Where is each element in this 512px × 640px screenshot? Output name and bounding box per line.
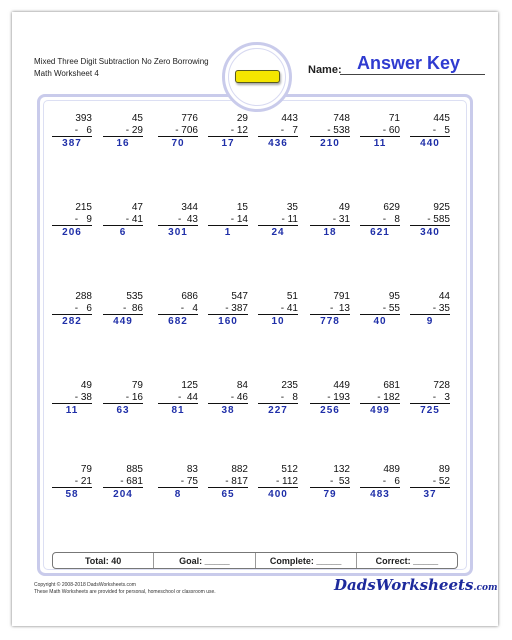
problem-subtrahend: - 8 — [258, 392, 298, 405]
problem-minuend: 445 — [433, 113, 450, 124]
problem-39 — [360, 464, 400, 501]
problem-answer: 8 — [174, 489, 182, 500]
problem-subtrahend: - 31 — [310, 214, 350, 227]
problem-subtrahend: - 16 — [103, 392, 143, 405]
problem-answer: 37 — [423, 489, 437, 500]
complete-cell: Complete: _____ — [256, 553, 357, 568]
problem-answer: 387 — [62, 138, 82, 149]
goal-cell: Goal: _____ — [154, 553, 255, 568]
problem-subtrahend: - 41 — [103, 214, 143, 227]
problem-35 — [158, 464, 198, 501]
problem-answer: 6 — [119, 227, 127, 238]
problem-24 — [410, 291, 450, 328]
problem-30 — [310, 380, 350, 417]
problem-answer: 38 — [221, 405, 235, 416]
problem-11 — [158, 202, 198, 239]
total-cell: Total: 40 — [53, 553, 154, 568]
problem-answer: 65 — [221, 489, 235, 500]
problem-answer: 70 — [171, 138, 185, 149]
problem-8 — [410, 113, 450, 150]
problem-20 — [208, 291, 248, 328]
problem-answer: 210 — [320, 138, 340, 149]
logo-badge — [222, 42, 292, 112]
problem-minuend: 84 — [236, 380, 248, 391]
problem-3 — [158, 113, 198, 150]
problem-subtrahend: - 21 — [52, 476, 92, 489]
problem-subtrahend: - 706 — [158, 125, 198, 138]
problem-answer: 11 — [65, 405, 79, 416]
problem-minuend: 535 — [126, 291, 143, 302]
problem-minuend: 288 — [75, 291, 92, 302]
problem-answer: 58 — [65, 489, 79, 500]
problem-subtrahend: - 585 — [410, 214, 450, 227]
problem-subtrahend: - 7 — [258, 125, 298, 138]
problem-minuend: 791 — [333, 291, 350, 302]
problem-answer: 256 — [320, 405, 340, 416]
problem-minuend: 629 — [383, 202, 400, 213]
problem-subtrahend: - 52 — [410, 476, 450, 489]
problem-subtrahend: - 817 — [208, 476, 248, 489]
problem-minuend: 83 — [186, 464, 198, 475]
problem-36 — [208, 464, 248, 501]
problems-frame — [37, 94, 473, 576]
copyright-notice — [34, 582, 216, 596]
problem-19 — [158, 291, 198, 328]
problem-answer: 725 — [420, 405, 440, 416]
problem-minuend: 45 — [131, 113, 143, 124]
problem-answer: 483 — [370, 489, 390, 500]
problem-40 — [410, 464, 450, 501]
problem-minuend: 51 — [286, 291, 298, 302]
problem-9 — [52, 202, 92, 239]
problem-minuend: 344 — [181, 202, 198, 213]
problem-minuend: 215 — [75, 202, 92, 213]
problem-29 — [258, 380, 298, 417]
problem-answer: 400 — [268, 489, 288, 500]
problem-answer: 282 — [62, 316, 82, 327]
problem-minuend: 882 — [231, 464, 248, 475]
problem-minuend: 79 — [80, 464, 92, 475]
problem-38 — [310, 464, 350, 501]
problem-answer: 63 — [116, 405, 130, 416]
problem-answer: 160 — [218, 316, 238, 327]
problem-subtrahend: - 6 — [360, 476, 400, 489]
title-line-1: Mixed Three Digit Subtraction No Zero Borrowing — [34, 57, 209, 66]
problem-subtrahend: - 193 — [310, 392, 350, 405]
problem-subtrahend: - 14 — [208, 214, 248, 227]
problem-subtrahend: - 11 — [258, 214, 298, 227]
problem-minuend: 71 — [388, 113, 400, 124]
problem-22 — [310, 291, 350, 328]
problem-minuend: 49 — [338, 202, 350, 213]
problem-minuend: 15 — [236, 202, 248, 213]
problem-33 — [52, 464, 92, 501]
correct-cell: Correct: _____ — [375, 555, 439, 566]
brand-name: DadsWorksheets — [334, 576, 474, 594]
problem-minuend: 512 — [281, 464, 298, 475]
problem-answer: 17 — [221, 138, 235, 149]
problem-15 — [360, 202, 400, 239]
problem-answer: 436 — [268, 138, 288, 149]
problem-12 — [208, 202, 248, 239]
problem-answer: 40 — [373, 316, 387, 327]
problem-minuend: 95 — [388, 291, 400, 302]
problem-subtrahend: - 4 — [158, 303, 198, 316]
problem-answer: 778 — [320, 316, 340, 327]
problem-minuend: 125 — [181, 380, 198, 391]
problem-answer: 1 — [224, 227, 232, 238]
problem-21 — [258, 291, 298, 328]
problem-minuend: 489 — [383, 464, 400, 475]
problem-subtrahend: - 5 — [410, 125, 450, 138]
problem-subtrahend: - 53 — [310, 476, 350, 489]
problem-answer: 301 — [168, 227, 188, 238]
problem-answer: 81 — [171, 405, 185, 416]
problem-14 — [310, 202, 350, 239]
problem-answer: 499 — [370, 405, 390, 416]
problem-minuend: 686 — [181, 291, 198, 302]
problem-16 — [410, 202, 450, 239]
problem-minuend: 79 — [131, 380, 143, 391]
problem-2 — [103, 113, 143, 150]
problem-subtrahend: - 112 — [258, 476, 298, 489]
problem-answer: 79 — [323, 489, 337, 500]
problem-minuend: 393 — [75, 113, 92, 124]
problem-6 — [310, 113, 350, 150]
answer-key-label: Answer Key — [357, 53, 461, 73]
copyright-line-2: These Math Worksheets are provided for personal, homeschool or classroom use. — [34, 589, 216, 595]
problem-subtrahend: - 75 — [158, 476, 198, 489]
brand-logo — [334, 576, 498, 594]
problem-minuend: 681 — [383, 380, 400, 391]
problem-subtrahend: - 55 — [360, 303, 400, 316]
problem-25 — [52, 380, 92, 417]
problem-subtrahend: - 46 — [208, 392, 248, 405]
problem-minuend: 35 — [286, 202, 298, 213]
problem-answer: 24 — [271, 227, 285, 238]
problem-subtrahend: - 38 — [52, 392, 92, 405]
problem-subtrahend: - 43 — [158, 214, 198, 227]
problem-32 — [410, 380, 450, 417]
problem-subtrahend: - 8 — [360, 214, 400, 227]
problem-23 — [360, 291, 400, 328]
problem-minuend: 235 — [281, 380, 298, 391]
problem-answer: 682 — [168, 316, 188, 327]
problem-7 — [360, 113, 400, 150]
problem-answer: 206 — [62, 227, 82, 238]
problem-27 — [158, 380, 198, 417]
problem-34 — [103, 464, 143, 501]
name-label: Name: — [308, 64, 342, 76]
problem-subtrahend: - 60 — [360, 125, 400, 138]
problem-subtrahend: - 41 — [258, 303, 298, 316]
problem-answer: 16 — [116, 138, 130, 149]
problem-minuend: 449 — [333, 380, 350, 391]
problem-minuend: 89 — [438, 464, 450, 475]
problem-answer: 449 — [113, 316, 133, 327]
copyright-line-1: Copyright © 2008-2018 DadsWorksheets.com — [34, 582, 136, 588]
problem-minuend: 925 — [433, 202, 450, 213]
problem-subtrahend: - 12 — [208, 125, 248, 138]
problem-subtrahend: - 538 — [310, 125, 350, 138]
worksheet-title — [34, 56, 209, 80]
problem-minuend: 47 — [131, 202, 143, 213]
problem-answer: 204 — [113, 489, 133, 500]
problem-5 — [258, 113, 298, 150]
title-line-2: Math Worksheet 4 — [34, 69, 99, 78]
problem-minuend: 885 — [126, 464, 143, 475]
problem-subtrahend: - 13 — [310, 303, 350, 316]
problem-answer: 11 — [373, 138, 387, 149]
problem-37 — [258, 464, 298, 501]
problem-26 — [103, 380, 143, 417]
problem-minuend: 748 — [333, 113, 350, 124]
problem-minuend: 132 — [333, 464, 350, 475]
problem-subtrahend: - 29 — [103, 125, 143, 138]
yellow-bar-icon — [235, 70, 280, 83]
problem-subtrahend: - 9 — [52, 214, 92, 227]
problem-answer: 10 — [271, 316, 285, 327]
problem-13 — [258, 202, 298, 239]
problem-17 — [52, 291, 92, 328]
problem-answer: 9 — [426, 316, 434, 327]
problem-subtrahend: - 86 — [103, 303, 143, 316]
problem-subtrahend: - 44 — [158, 392, 198, 405]
brand-tld: .com — [473, 583, 498, 593]
problem-subtrahend: - 6 — [52, 303, 92, 316]
problem-minuend: 776 — [181, 113, 198, 124]
problem-subtrahend: - 387 — [208, 303, 248, 316]
problem-31 — [360, 380, 400, 417]
problem-subtrahend: - 6 — [52, 125, 92, 138]
problem-subtrahend: - 182 — [360, 392, 400, 405]
problem-answer: 621 — [370, 227, 390, 238]
problem-minuend: 44 — [438, 291, 450, 302]
problem-minuend: 547 — [231, 291, 248, 302]
problem-minuend: 443 — [281, 113, 298, 124]
problem-answer: 227 — [268, 405, 288, 416]
problem-minuend: 728 — [433, 380, 450, 391]
problem-minuend: 29 — [236, 113, 248, 124]
problem-10 — [103, 202, 143, 239]
problem-minuend: 49 — [80, 380, 92, 391]
problem-answer: 18 — [323, 227, 337, 238]
problem-28 — [208, 380, 248, 417]
problem-subtrahend: - 35 — [410, 303, 450, 316]
problem-4 — [208, 113, 248, 150]
problem-subtrahend: - 3 — [410, 392, 450, 405]
problem-subtrahend: - 681 — [103, 476, 143, 489]
score-footer — [52, 552, 458, 569]
problem-answer: 440 — [420, 138, 440, 149]
problem-1 — [52, 113, 92, 150]
problem-18 — [103, 291, 143, 328]
problem-answer: 340 — [420, 227, 440, 238]
name-field-line — [340, 74, 485, 75]
